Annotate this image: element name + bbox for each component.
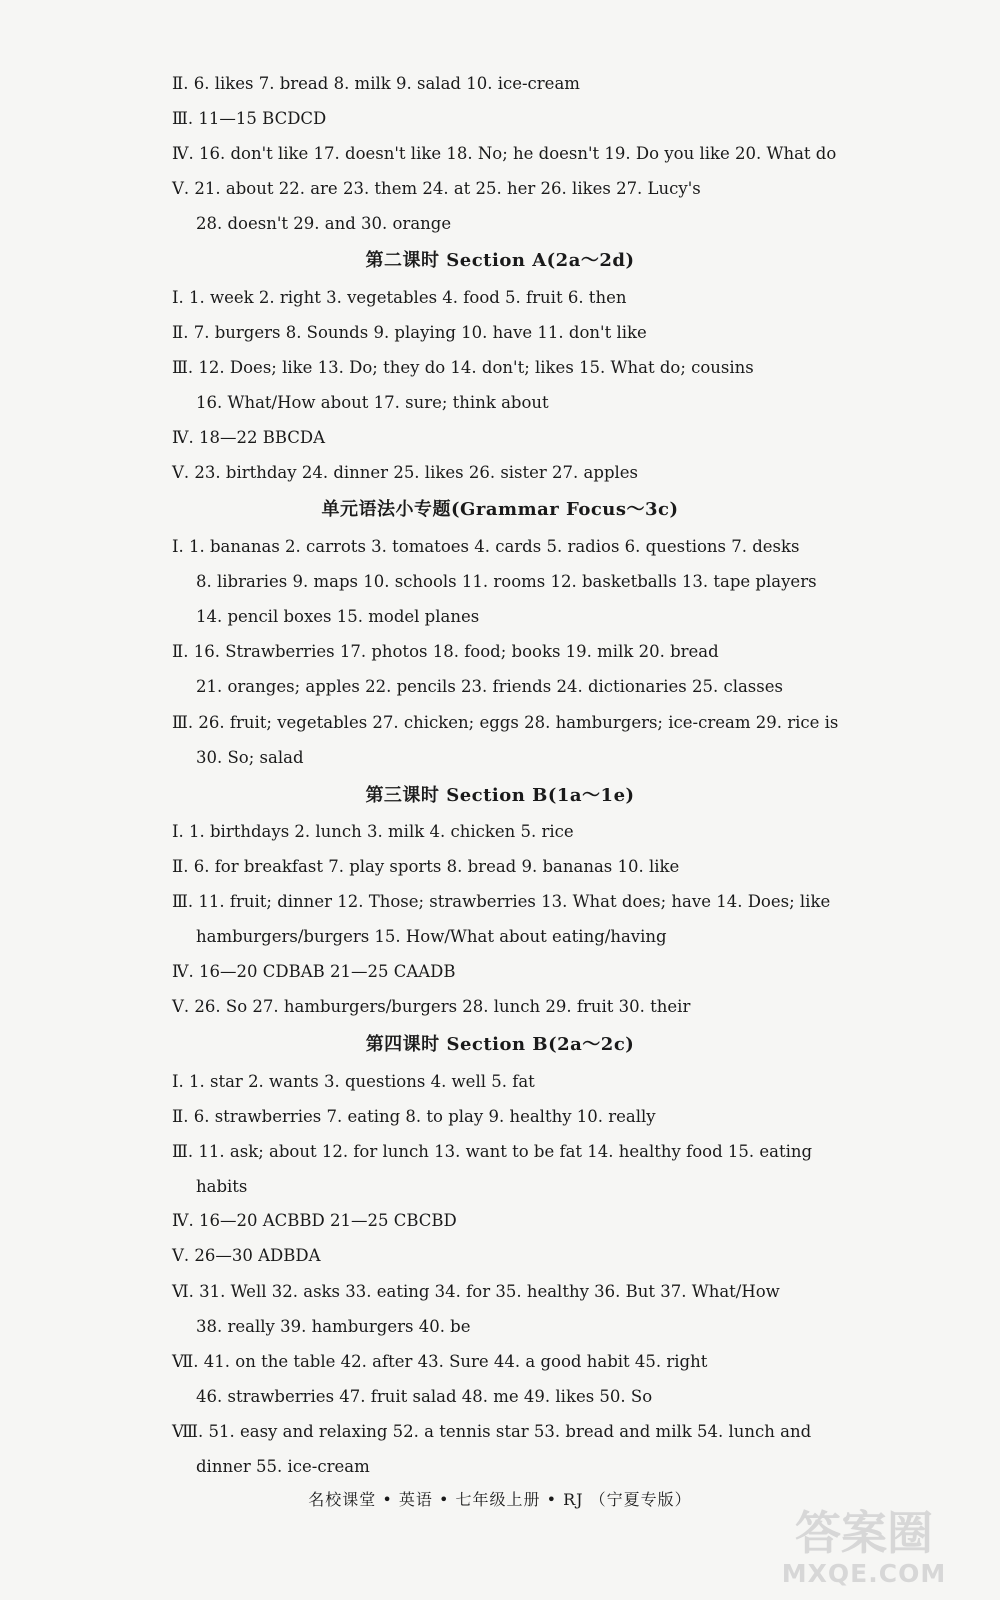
answer-line: Ⅰ. 1. bananas 2. carrots 3. tomatoes 4. cards 5. radios 6. questions 7. desks bbox=[172, 537, 800, 556]
section-heading: 第二课时 Section A(2a～2d) bbox=[365, 250, 635, 271]
answer-line: Ⅲ. 11. ask; about 12. for lunch 13. want to be fat 14. healthy food 15. eating bbox=[172, 1142, 813, 1161]
answer-line: Ⅲ. 11. fruit; dinner 12. Those; strawberries 13. What does; have 14. Does; like bbox=[172, 892, 831, 911]
answer-line: Ⅱ. 16. Strawberries 17. photos 18. food; books 19. milk 20. bread bbox=[172, 642, 719, 661]
answer-line: Ⅰ. 1. birthdays 2. lunch 3. milk 4. chicken 5. rice bbox=[172, 822, 574, 841]
section-heading: 单元语法小专题(Grammar Focus～3c) bbox=[321, 499, 679, 520]
answer-line-continued: 28. doesn't 29. and 30. orange bbox=[196, 214, 452, 233]
answer-line-continued: 30. So; salad bbox=[196, 748, 304, 767]
answer-line: Ⅵ. 31. Well 32. asks 33. eating 34. for 35. healthy 36. But 37. What/How bbox=[172, 1282, 780, 1301]
answer-line-continued: habits bbox=[196, 1177, 248, 1196]
answer-line: Ⅴ. 26. So 27. hamburgers/burgers 28. lunch 29. fruit 30. their bbox=[172, 997, 691, 1016]
section-heading: 第三课时 Section B(1a～1e) bbox=[365, 785, 635, 806]
watermark-main-text: 答案圈 bbox=[795, 1506, 933, 1560]
answer-line-continued: dinner 55. ice-cream bbox=[196, 1457, 370, 1476]
answer-line: Ⅱ. 6. for breakfast 7. play sports 8. bread 9. bananas 10. like bbox=[172, 857, 680, 876]
answer-line: Ⅷ. 51. easy and relaxing 52. a tennis star 53. bread and milk 54. lunch and bbox=[172, 1422, 812, 1441]
answer-line-continued: 46. strawberries 47. fruit salad 48. me 49. likes 50. So bbox=[196, 1387, 653, 1406]
answer-line: Ⅳ. 16. don't like 17. doesn't like 18. No; he doesn't 19. Do you like 20. What do bbox=[172, 144, 837, 163]
answer-line-continued: 14. pencil boxes 15. model planes bbox=[196, 607, 480, 626]
answer-line-continued: 8. libraries 9. maps 10. schools 11. rooms 12. basketballs 13. tape players bbox=[196, 572, 817, 591]
answer-line: Ⅳ. 16—20 ACBBD 21—25 CBCBD bbox=[172, 1211, 457, 1230]
answer-line-continued: 16. What/How about 17. sure; think about bbox=[196, 393, 549, 412]
answer-line: Ⅴ. 26—30 ADBDA bbox=[172, 1246, 321, 1265]
watermark-url: MXQE.COM bbox=[781, 1559, 947, 1588]
answer-line: Ⅰ. 1. week 2. right 3. vegetables 4. food 5. fruit 6. then bbox=[172, 288, 627, 307]
answer-line: Ⅶ. 41. on the table 42. after 43. Sure 44. a good habit 45. right bbox=[172, 1352, 708, 1371]
answer-line: Ⅱ. 6. strawberries 7. eating 8. to play 9. healthy 10. really bbox=[172, 1107, 656, 1126]
answer-line: Ⅰ. 1. star 2. wants 3. questions 4. well 5. fat bbox=[172, 1072, 535, 1091]
answer-line: Ⅲ. 12. Does; like 13. Do; they do 14. don't; likes 15. What do; cousins bbox=[172, 358, 754, 377]
answer-line: Ⅳ. 18—22 BBCDA bbox=[172, 428, 326, 447]
answer-line: Ⅲ. 26. fruit; vegetables 27. chicken; eggs 28. hamburgers; ice-cream 29. rice is bbox=[172, 713, 839, 732]
answer-line: Ⅴ. 23. birthday 24. dinner 25. likes 26. sister 27. apples bbox=[172, 463, 639, 482]
answer-line-continued: 21. oranges; apples 22. pencils 23. friends 24. dictionaries 25. classes bbox=[196, 677, 783, 696]
watermark-logo bbox=[754, 1507, 974, 1592]
section-heading: 第四课时 Section B(2a～2c) bbox=[365, 1034, 635, 1055]
page-footer: 名校课堂 • 英语 • 七年级上册 • RJ （宁夏专版） bbox=[308, 1490, 692, 1509]
answer-line: Ⅱ. 7. burgers 8. Sounds 9. playing 10. have 11. don't like bbox=[172, 323, 647, 342]
answer-line: Ⅳ. 16—20 CDBAB 21—25 CAADB bbox=[172, 962, 456, 981]
answer-line: Ⅴ. 21. about 22. are 23. them 24. at 25. her 26. likes 27. Lucy's bbox=[172, 179, 701, 198]
answer-line: Ⅱ. 6. likes 7. bread 8. milk 9. salad 10. ice-cream bbox=[172, 74, 580, 93]
answer-line-continued: 38. really 39. hamburgers 40. be bbox=[196, 1317, 471, 1336]
answer-line-continued: hamburgers/burgers 15. How/What about eating/having bbox=[196, 927, 667, 946]
answer-line: Ⅲ. 11—15 BCDCD bbox=[172, 109, 327, 128]
